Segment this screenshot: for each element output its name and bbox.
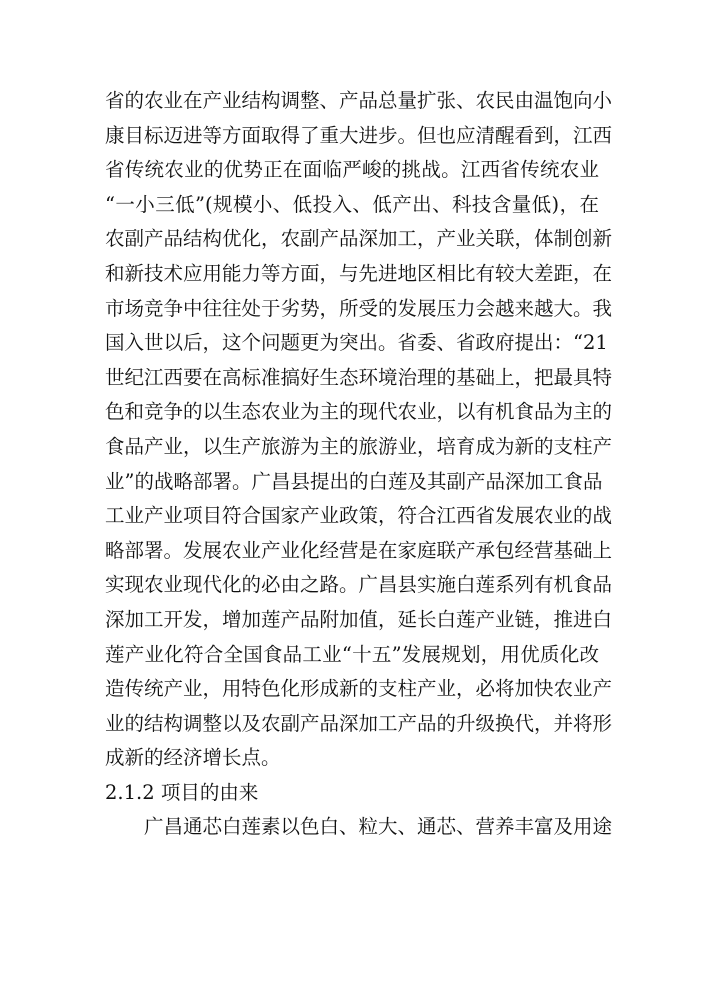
paragraph-line: 和新技术应用能力等方面，与先进地区相比有较大差距，在 xyxy=(105,261,613,285)
paragraph-line: 农副产品结构优化，农副产品深加工，产业关联，体制创新 xyxy=(105,227,613,251)
paragraph-line: 实现农业现代化的必由之路。广昌县实施白莲系列有机食品 xyxy=(105,573,613,597)
paragraph-line: 市场竞争中往往处于劣势，所受的发展压力会越来越大。我 xyxy=(105,296,613,320)
paragraph-line: 业的结构调整以及农副产品深加工产品的升级换代，并将形 xyxy=(105,711,613,735)
paragraph-line: 省传统农业的优势正在面临严峻的挑战。江西省传统农业 xyxy=(105,158,599,182)
paragraph-line: 成新的经济增长点。 xyxy=(105,746,281,770)
document-page xyxy=(105,84,613,845)
paragraph-line: 业”的战略部署。广昌县提出的白莲及其副产品深加工食品 xyxy=(105,469,603,493)
paragraph-line: 造传统产业，用特色化形成新的支柱产业，必将加快农业产 xyxy=(105,677,613,701)
body-paragraph xyxy=(105,84,613,776)
paragraph-line: 色和竞争的以生态农业为主的现代农业，以有机食品为主的 xyxy=(105,400,613,424)
section-heading: 2.1.2 项目的由来 xyxy=(105,780,259,804)
paragraph-line: 莲产业化符合全国食品工业“十五”发展规划，用优质化改 xyxy=(105,642,599,666)
paragraph-line: 食品产业，以生产旅游为主的旅游业，培育成为新的支柱产 xyxy=(105,434,613,458)
paragraph-line: 康目标迈进等方面取得了重大进步。但也应清醒看到，江西 xyxy=(105,123,613,147)
paragraph-line: 世纪江西要在高标准搞好生态环境治理的基础上，把最具特 xyxy=(105,365,613,389)
next-paragraph-line: 广昌通芯白莲素以色白、粒大、通芯、营养丰富及用途 xyxy=(144,815,613,839)
paragraph-line: 国入世以后，这个问题更为突出。省委、省政府提出：“21 xyxy=(105,331,608,355)
paragraph-line: 略部署。发展农业产业化经营是在家庭联产承包经营基础上 xyxy=(105,538,613,562)
paragraph-line: 工业产业项目符合国家产业政策，符合江西省发展农业的战 xyxy=(105,504,613,528)
paragraph-line: 深加工开发，增加莲产品附加值，延长白莲产业链，推进白 xyxy=(105,607,613,631)
paragraph-line: “一小三低”(规模小、低投入、低产出、科技含量低)，在 xyxy=(105,192,599,216)
paragraph-line: 省的农业在产业结构调整、产品总量扩张、农民由温饱向小 xyxy=(105,89,613,112)
